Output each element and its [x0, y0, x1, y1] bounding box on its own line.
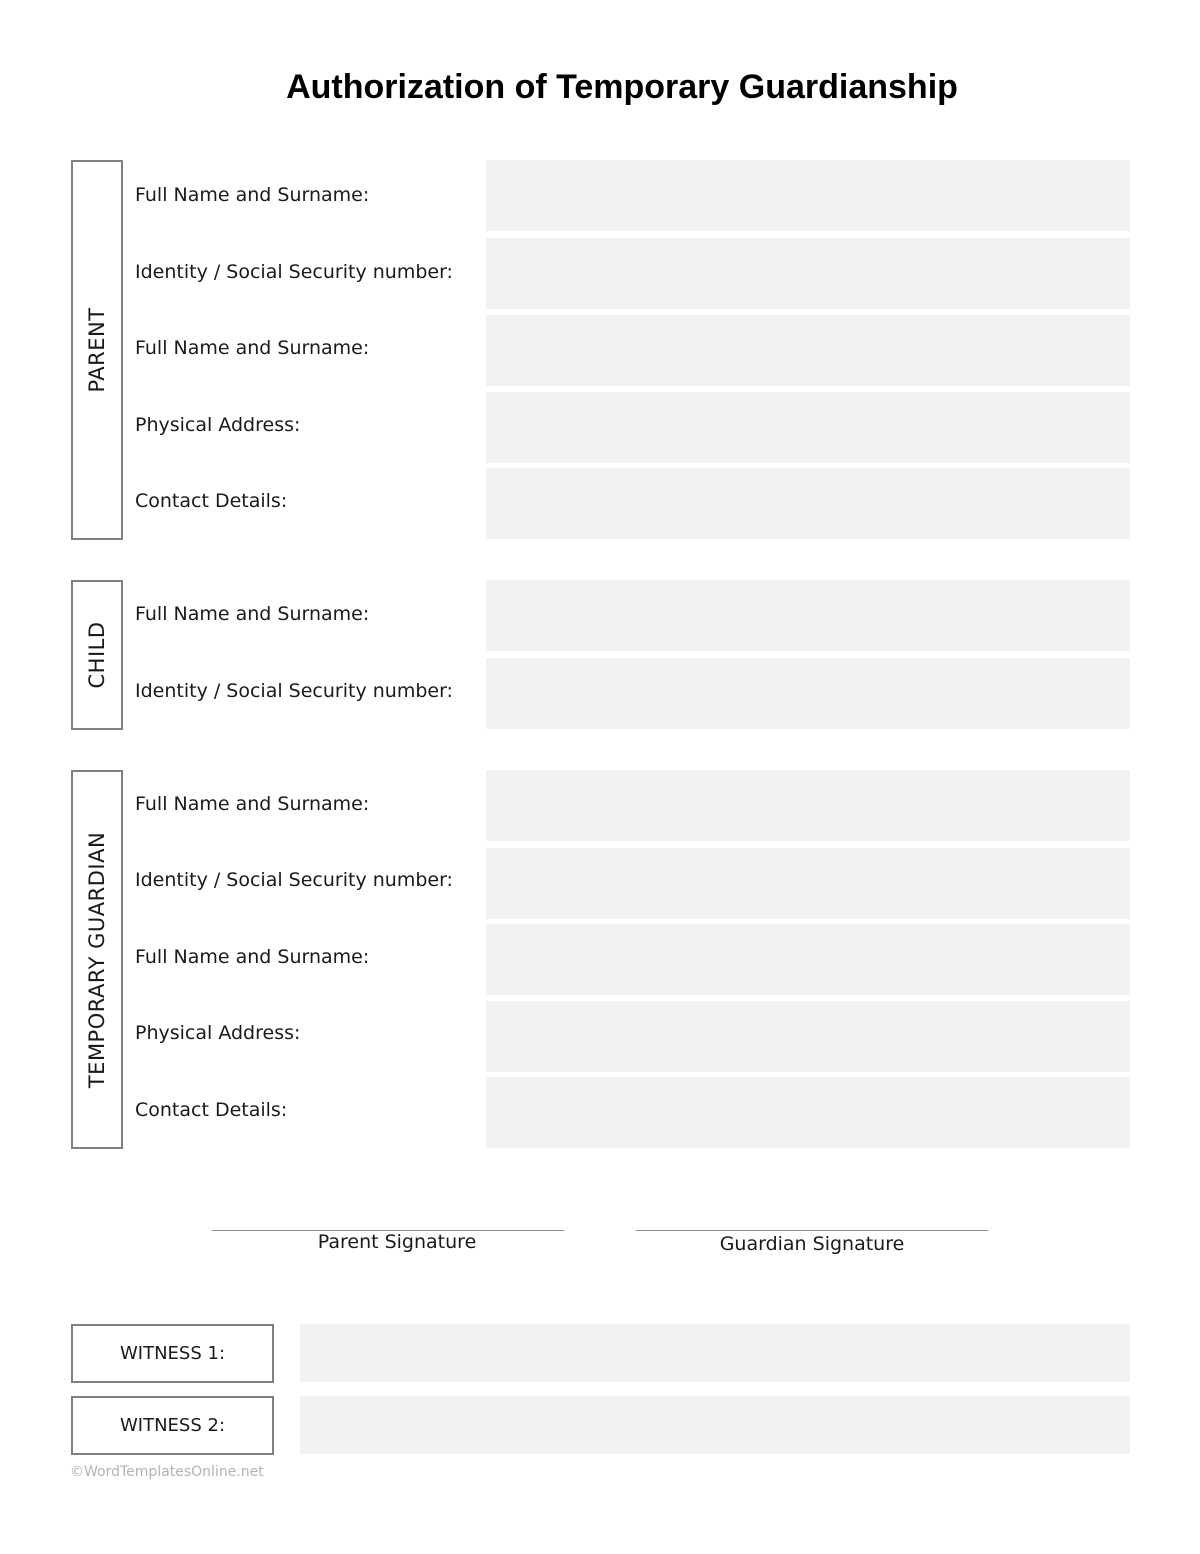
page-title: Authorization of Temporary Guardianship — [286, 68, 958, 106]
section-label-guardian — [71, 770, 123, 1149]
parent-contact-field[interactable] — [486, 468, 1130, 539]
parent-full-name-label: Full Name and Surname: — [135, 184, 370, 206]
guardian-contact-field[interactable] — [486, 1077, 1130, 1148]
child-id-number-field[interactable] — [486, 658, 1130, 729]
guardian-address-field[interactable] — [486, 1001, 1130, 1072]
parent-signature-label: Parent Signature — [317, 1231, 477, 1253]
witness-2-field[interactable] — [300, 1396, 1130, 1454]
witness-1-label — [71, 1324, 274, 1383]
guardian-full-name-2-field[interactable] — [486, 924, 1130, 995]
guardian-full-name-2-label: Full Name and Surname: — [135, 946, 370, 968]
parent-full-name-field[interactable] — [486, 160, 1130, 231]
parent-full-name-2-label: Full Name and Surname: — [135, 337, 370, 359]
parent-id-number-label: Identity / Social Security number: — [135, 261, 453, 283]
section-label-parent-text: PARENT — [85, 307, 109, 393]
parent-address-label: Physical Address: — [135, 414, 301, 436]
child-full-name-field[interactable] — [486, 580, 1130, 651]
witness-2-label — [71, 1396, 274, 1455]
child-full-name-label: Full Name and Surname: — [135, 603, 370, 625]
section-label-child — [71, 580, 123, 730]
parent-full-name-2-field[interactable] — [486, 315, 1130, 386]
parent-address-field[interactable] — [486, 392, 1130, 463]
witness-1-field[interactable] — [300, 1324, 1130, 1382]
guardian-id-number-label: Identity / Social Security number: — [135, 869, 453, 891]
guardian-contact-label: Contact Details: — [135, 1099, 288, 1121]
witness-1-label-text: WITNESS 1: — [119, 1343, 226, 1364]
guardian-address-label: Physical Address: — [135, 1022, 301, 1044]
guardian-signature-line[interactable] — [636, 1230, 988, 1231]
copyright-footer: ©WordTemplatesOnline.net — [70, 1464, 264, 1480]
section-label-child-text: CHILD — [85, 621, 109, 689]
guardian-id-number-field[interactable] — [486, 848, 1130, 919]
guardian-signature-label: Guardian Signature — [719, 1233, 905, 1255]
witness-2-label-text: WITNESS 2: — [119, 1415, 226, 1436]
parent-id-number-field[interactable] — [486, 238, 1130, 309]
child-id-number-label: Identity / Social Security number: — [135, 680, 453, 702]
section-label-guardian-text: TEMPORARY GUARDIAN — [85, 831, 109, 1088]
guardian-full-name-label: Full Name and Surname: — [135, 793, 370, 815]
section-label-parent — [71, 160, 123, 540]
guardian-full-name-field[interactable] — [486, 770, 1130, 841]
parent-contact-label: Contact Details: — [135, 490, 288, 512]
